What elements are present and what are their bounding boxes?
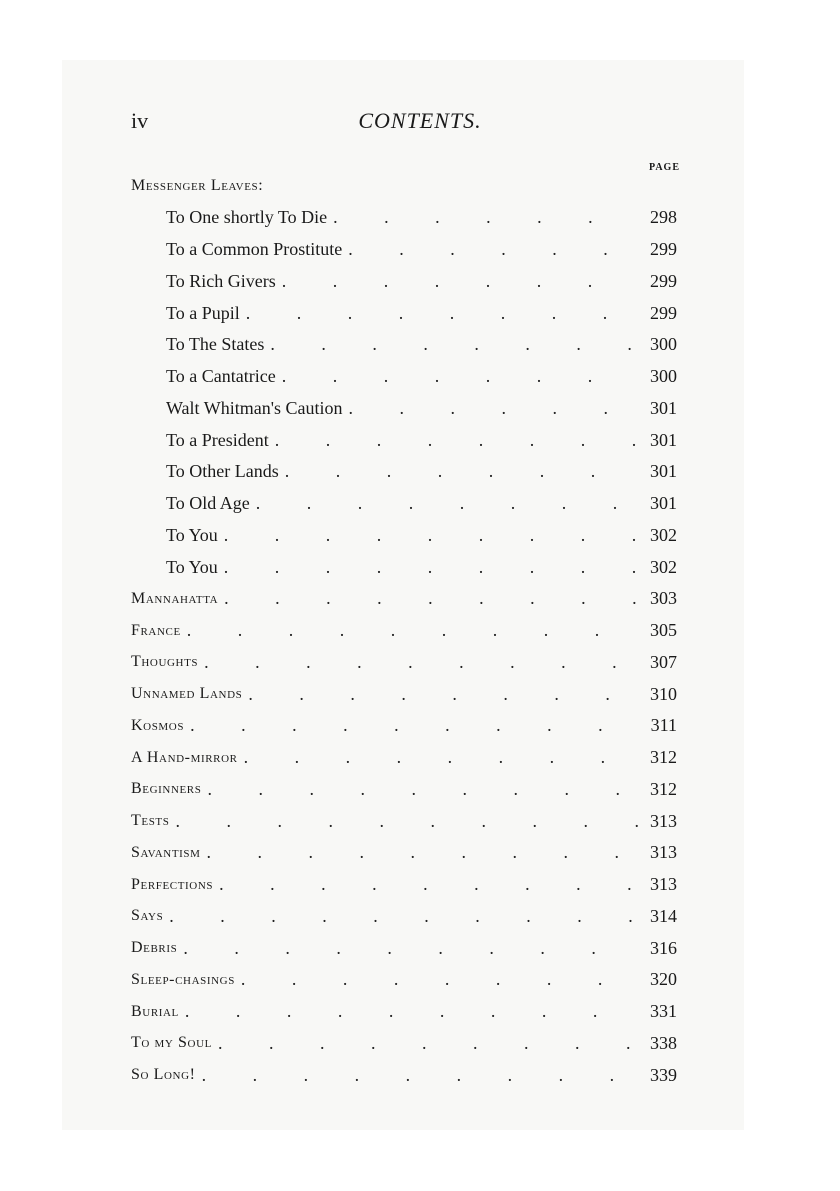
dot-leader [207, 779, 639, 800]
toc-entry-page: 313 [650, 810, 677, 831]
section-heading: Messenger Leaves: [131, 177, 264, 194]
dot-leader [169, 906, 639, 927]
toc-entry-page: 300 [650, 366, 677, 387]
dot-leader [244, 747, 639, 768]
toc-entry[interactable] [131, 456, 677, 488]
toc-entry-page: 299 [650, 302, 677, 323]
toc-entry[interactable] [131, 1059, 677, 1091]
toc-entry[interactable] [131, 520, 677, 552]
toc-entry[interactable] [131, 424, 677, 456]
toc-entry-title: To a Common Prostitute [166, 239, 343, 260]
toc-entry[interactable] [131, 805, 677, 837]
toc-entry-page: 311 [650, 715, 677, 736]
toc-entry-page: 307 [650, 651, 677, 672]
toc-entry-title: To a Pupil [166, 302, 240, 323]
dot-leader [282, 366, 639, 387]
toc-entry-title: France [131, 621, 181, 639]
toc-entry[interactable] [131, 678, 677, 710]
dot-leader [185, 1001, 639, 1022]
toc-entry-title: Sleep-chasings [131, 970, 235, 988]
toc-entry-title: To Rich Givers [166, 270, 276, 291]
dot-leader [183, 938, 639, 959]
toc-entry-title: Thoughts [131, 653, 199, 671]
toc-entry-title: Beginners [131, 780, 202, 798]
toc-entry-title: So Long! [131, 1066, 196, 1084]
toc-entry-title: To One shortly To Die [166, 207, 328, 228]
toc-entry-title: To my Soul [131, 1034, 212, 1052]
toc-entry-page: 338 [650, 1032, 677, 1053]
toc-entry[interactable] [131, 488, 677, 520]
toc-entry[interactable] [131, 837, 677, 869]
dot-leader [248, 684, 639, 705]
toc-entry[interactable] [131, 329, 677, 361]
toc-entry-page: 301 [650, 461, 677, 482]
toc-entry-page: 302 [650, 524, 677, 545]
toc-entry-title: To You [166, 524, 218, 545]
dot-leader [204, 652, 639, 673]
toc-entry-page: 313 [650, 874, 677, 895]
toc-entry-page: 302 [650, 556, 677, 577]
toc-entry-page: 303 [650, 588, 677, 609]
toc-entry[interactable] [131, 774, 677, 806]
dot-leader [275, 430, 639, 451]
toc-entry-page: 301 [650, 397, 677, 418]
dot-leader [270, 334, 639, 355]
toc-entry[interactable] [131, 869, 677, 901]
contents-list [131, 202, 677, 1091]
toc-entry[interactable] [131, 297, 677, 329]
toc-entry-title: To a President [166, 429, 269, 450]
toc-entry-page: 305 [650, 620, 677, 641]
toc-entry[interactable] [131, 583, 677, 615]
dot-leader [241, 969, 639, 990]
toc-entry-title: Perfections [131, 875, 214, 893]
toc-entry-title: Walt Whitman's Caution [166, 397, 343, 418]
toc-entry-title: A Hand-mirror [131, 748, 238, 766]
toc-entry-page: 312 [650, 778, 677, 799]
toc-entry-page: 316 [650, 937, 677, 958]
dot-leader [256, 493, 639, 514]
dot-leader [218, 1033, 639, 1054]
toc-entry[interactable] [131, 551, 677, 583]
toc-entry-title: Says [131, 907, 164, 925]
toc-entry[interactable] [131, 1028, 677, 1060]
page-column-label: PAGE [648, 162, 680, 173]
toc-entry-page: 300 [650, 334, 677, 355]
dot-leader [219, 874, 639, 895]
toc-entry-page: 310 [650, 683, 677, 704]
toc-entry-title: To Other Lands [166, 461, 279, 482]
dot-leader [246, 303, 639, 324]
toc-entry[interactable] [131, 742, 677, 774]
toc-entry[interactable] [131, 901, 677, 933]
toc-entry-title: To You [166, 556, 218, 577]
toc-entry-page: 320 [650, 969, 677, 990]
toc-entry[interactable] [131, 964, 677, 996]
toc-entry-page: 314 [650, 905, 677, 926]
toc-entry-title: Unnamed Lands [131, 685, 243, 703]
page-title: CONTENTS. [358, 108, 482, 133]
toc-entry-page: 298 [650, 207, 677, 228]
dot-leader [202, 1065, 639, 1086]
toc-entry-title: Burial [131, 1002, 179, 1020]
dot-leader [348, 239, 639, 260]
toc-entry-title: Debris [131, 939, 178, 957]
dot-leader [224, 557, 639, 578]
toc-entry-title: Tests [131, 812, 170, 830]
toc-entry[interactable] [131, 710, 677, 742]
toc-entry-title: To Old Age [166, 493, 250, 514]
dot-leader [190, 715, 639, 736]
toc-entry-page: 313 [650, 842, 677, 863]
dot-leader [348, 398, 639, 419]
toc-entry-title: To a Cantatrice [166, 366, 276, 387]
toc-entry[interactable] [131, 996, 677, 1028]
dot-leader [224, 588, 639, 609]
toc-entry-page: 301 [650, 493, 677, 514]
toc-entry-page: 312 [650, 747, 677, 768]
toc-entry-title: Savantism [131, 843, 201, 861]
dot-leader [175, 811, 639, 832]
dot-leader [282, 271, 639, 292]
toc-entry-page: 331 [650, 1001, 677, 1022]
toc-entry[interactable] [131, 266, 677, 298]
toc-entry[interactable] [131, 393, 677, 425]
toc-entry-page: 299 [650, 239, 677, 260]
dot-leader [187, 620, 639, 641]
dot-leader [333, 207, 639, 228]
dot-leader [285, 461, 639, 482]
toc-entry-title: Mannahatta [131, 589, 219, 607]
toc-entry[interactable] [131, 647, 677, 679]
toc-entry-title: To The States [166, 334, 265, 355]
toc-entry[interactable] [131, 361, 677, 393]
toc-entry-title: Kosmos [131, 716, 185, 734]
toc-entry-page: 299 [650, 270, 677, 291]
dot-leader [207, 842, 639, 863]
toc-entry[interactable] [131, 202, 677, 234]
toc-entry-page: 339 [650, 1064, 677, 1085]
toc-entry[interactable] [131, 615, 677, 647]
page-folio: iv [131, 108, 149, 133]
toc-entry-page: 301 [650, 429, 677, 450]
toc-entry[interactable] [131, 234, 677, 266]
toc-entry[interactable] [131, 932, 677, 964]
dot-leader [224, 525, 639, 546]
